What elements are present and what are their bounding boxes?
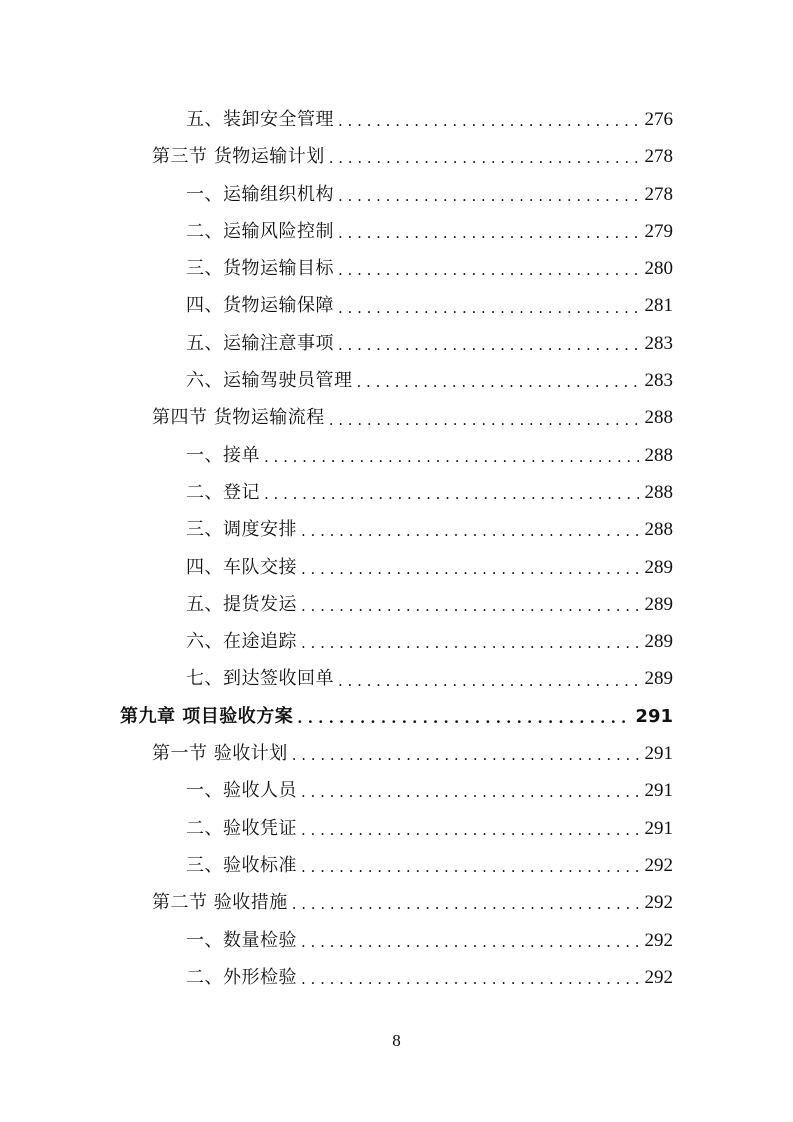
toc-entry-title: 二、运输风险控制 — [186, 220, 334, 242]
toc-entry-page: 276 — [644, 109, 673, 130]
toc-entry-title: 四、车队交接 — [186, 556, 297, 578]
toc-entry[interactable] — [0, 735, 793, 772]
toc-entry-page: 288 — [644, 481, 673, 503]
toc-entry-title: 一、运输组织机构 — [186, 183, 334, 205]
toc-dot-leader — [338, 325, 639, 362]
toc-entry[interactable] — [0, 549, 793, 586]
toc-entry-page: 291 — [635, 705, 673, 727]
page-number: 8 — [392, 1031, 401, 1050]
toc-entry[interactable] — [0, 287, 793, 324]
toc-dot-leader — [329, 400, 639, 437]
toc-entry[interactable] — [0, 772, 793, 809]
toc-entry-page: 283 — [644, 370, 673, 392]
toc-entry-page: 278 — [644, 183, 673, 205]
toc-entry[interactable] — [0, 959, 793, 996]
toc-entry-title: 三、货物运输目标 — [186, 258, 334, 280]
toc-entry[interactable] — [0, 660, 793, 697]
toc-entry[interactable] — [0, 698, 793, 735]
toc-dot-leader — [338, 288, 639, 325]
toc-entry-title: 六、运输驾驶员管理 — [186, 370, 353, 392]
toc-entry[interactable] — [0, 176, 793, 213]
toc-dot-leader — [292, 735, 639, 772]
toc-entry-title: 第二节 验收措施 — [152, 892, 288, 914]
toc-dot-leader — [338, 176, 639, 213]
toc-entry-page: 292 — [644, 929, 673, 951]
toc-entry-page: 289 — [644, 668, 673, 690]
toc-dot-leader — [357, 362, 639, 399]
table-of-contents — [0, 101, 793, 996]
toc-entry-page: 288 — [644, 519, 673, 541]
toc-entry[interactable] — [0, 362, 793, 399]
toc-entry[interactable] — [0, 213, 793, 250]
toc-entry-page: 278 — [644, 146, 673, 168]
toc-entry[interactable] — [0, 474, 793, 511]
toc-entry-page: 289 — [644, 631, 673, 653]
toc-entry[interactable] — [0, 138, 793, 175]
toc-entry[interactable] — [0, 325, 793, 362]
toc-entry-title: 第一节 验收计划 — [152, 743, 288, 765]
toc-entry-page: 292 — [644, 854, 673, 876]
toc-dot-leader — [301, 959, 639, 996]
toc-dot-leader — [301, 847, 639, 884]
toc-entry-title: 三、验收标准 — [186, 854, 297, 876]
toc-entry-title: 五、装卸安全管理 — [186, 109, 334, 130]
toc-entry[interactable] — [0, 884, 793, 921]
toc-entry-title: 一、接单 — [186, 444, 260, 466]
toc-entry-title: 六、在途追踪 — [186, 631, 297, 653]
toc-dot-leader — [338, 250, 639, 287]
toc-entry-title: 一、验收人员 — [186, 780, 297, 802]
toc-entry-page: 291 — [644, 780, 673, 802]
toc-entry[interactable] — [0, 437, 793, 474]
toc-dot-leader — [292, 884, 639, 921]
toc-dot-leader — [264, 474, 639, 511]
toc-entry-page: 288 — [644, 407, 673, 429]
toc-entry[interactable] — [0, 847, 793, 884]
toc-entry-page: 291 — [644, 743, 673, 765]
toc-entry-title: 第四节 货物运输流程 — [152, 407, 325, 429]
toc-entry-page: 292 — [644, 892, 673, 914]
toc-dot-leader — [301, 922, 639, 959]
toc-entry-title: 二、验收凭证 — [186, 817, 297, 839]
toc-entry-title: 七、到达签收回单 — [186, 668, 334, 690]
toc-dot-leader — [329, 138, 639, 175]
toc-entry-page: 279 — [644, 220, 673, 242]
toc-entry-page: 292 — [644, 966, 673, 988]
toc-entry-title: 三、调度安排 — [186, 519, 297, 541]
toc-entry-page: 283 — [644, 332, 673, 354]
toc-dot-leader — [338, 661, 639, 698]
toc-entry-page: 281 — [644, 295, 673, 317]
toc-entry-title: 一、数量检验 — [186, 929, 297, 951]
toc-entry-page: 289 — [644, 593, 673, 615]
toc-dot-leader — [338, 101, 639, 138]
toc-entry-title: 第三节 货物运输计划 — [152, 146, 325, 168]
toc-entry[interactable] — [0, 586, 793, 623]
toc-dot-leader — [301, 549, 639, 586]
toc-entry[interactable] — [0, 623, 793, 660]
toc-entry-page: 280 — [644, 258, 673, 280]
toc-entry-title: 五、运输注意事项 — [186, 332, 334, 354]
toc-dot-leader — [301, 511, 639, 548]
toc-dot-leader — [297, 698, 629, 735]
toc-entry[interactable] — [0, 810, 793, 847]
toc-entry[interactable] — [0, 399, 793, 436]
toc-dot-leader — [301, 623, 639, 660]
toc-entry[interactable] — [0, 922, 793, 959]
toc-dot-leader — [338, 213, 639, 250]
toc-entry-title: 五、提货发运 — [186, 593, 297, 615]
toc-entry-title: 四、货物运输保障 — [186, 295, 334, 317]
toc-dot-leader — [301, 586, 639, 623]
toc-dot-leader — [301, 810, 639, 847]
toc-entry-page: 289 — [644, 556, 673, 578]
toc-entry-title: 第九章 项目验收方案 — [120, 705, 294, 727]
toc-entry-title: 二、登记 — [186, 481, 260, 503]
toc-entry[interactable] — [0, 250, 793, 287]
toc-entry[interactable] — [0, 101, 793, 138]
toc-dot-leader — [264, 437, 639, 474]
toc-entry[interactable] — [0, 511, 793, 548]
toc-entry-page: 291 — [644, 817, 673, 839]
toc-dot-leader — [301, 772, 639, 809]
toc-entry-page: 288 — [644, 444, 673, 466]
toc-entry-title: 二、外形检验 — [186, 966, 297, 988]
